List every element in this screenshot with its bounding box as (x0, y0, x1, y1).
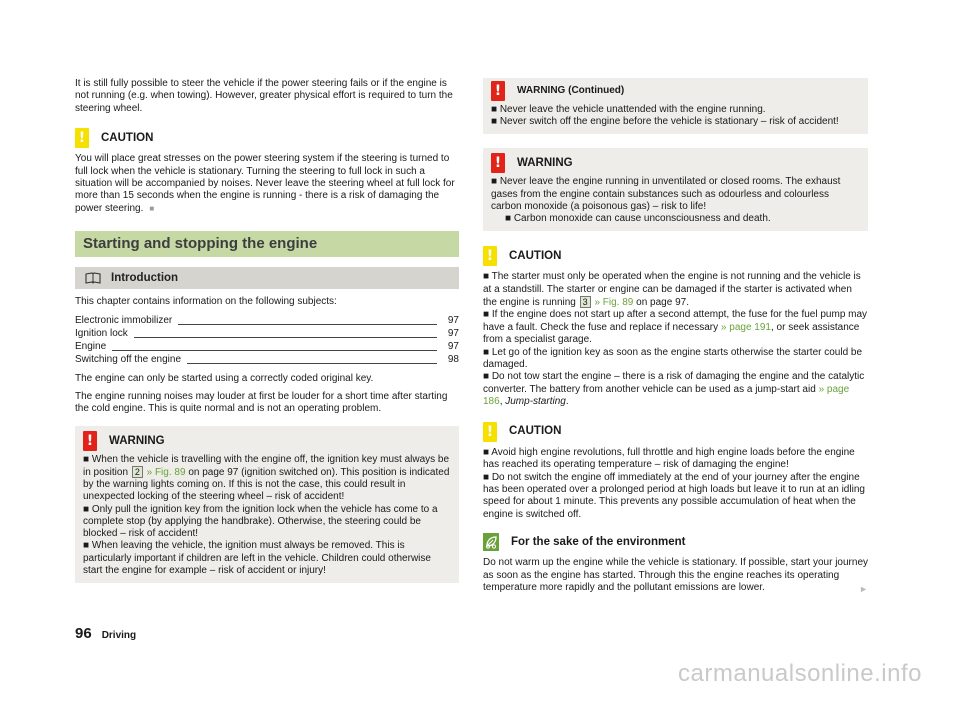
environment-note (483, 531, 868, 594)
page-link[interactable]: » page 191 (720, 321, 771, 333)
warning-title: WARNING (109, 434, 165, 447)
caution-item: ■ The starter must only be operated when the engine is not running and the vehicle is at a standstill. The starter or engine can be damaged if the starter is activated when the engine is running 3 » Fig. 89 on page 97. (483, 271, 861, 309)
caution-power-steering (75, 127, 459, 215)
caution-icon: ! (75, 128, 89, 148)
warning-subitem: ■ Carbon monoxide can cause unconsciousness and death. (505, 213, 771, 225)
caution-title: CAUTION (509, 425, 562, 438)
page-number: 96 (75, 625, 92, 642)
warning-continued-title: WARNING (Continued) (517, 84, 625, 96)
environment-title: For the sake of the environment (511, 535, 686, 548)
figure-link[interactable]: » Fig. 89 (146, 467, 186, 479)
warning-icon: ! (83, 431, 97, 451)
warning-icon: ! (491, 81, 505, 101)
engine-noise-paragraph: The engine running noises may louder at first be louder for a short time after starting the cold engine. This is quite normal and is not an operating problem. (75, 391, 448, 415)
table-of-contents (75, 315, 459, 367)
chapter-info: This chapter contains information on the following subjects: (75, 296, 337, 308)
warning-exhaust-box (483, 148, 868, 231)
page-link[interactable]: » page 186 (483, 383, 850, 408)
caution-item: ■ If the engine does not start up after a second attempt, the fuse for the fuel pump may have a fault. Check the fuse and replace if necessary » page 191, or seek assistance from a specialist garage. (483, 309, 868, 346)
left-column (75, 78, 459, 597)
caution-icon: ! (483, 422, 497, 442)
warning-item: ■ Never leave the engine running in unventilated or closed rooms. The exhaust gases from the engine contain substances such as odourless and colourless carbon monoxide (a poisonous gas) – risk to life! (491, 176, 841, 212)
toc-item[interactable]: Ignition lock 97 (75, 328, 459, 340)
end-mark-icon: ■ (149, 203, 155, 213)
warning-item: ■ When leaving the vehicle, the ignition must always be removed. This is particularly important if children are left in the vehicle. Children could otherwise start the engine for example – risk of accident or injury! (83, 540, 431, 576)
caution-title: CAUTION (101, 132, 154, 145)
warning-item: ■ When the vehicle is travelling with the engine off, the ignition key must always be in position 2 » Fig. 89 on page 97 (ignition switched on). This position is indicated by the warning lights coming on. If this is not the case, this could result in unexpected locking of the steering wheel – risk of accident! (83, 453, 450, 503)
coded-key-paragraph: The engine can only be started using a correctly coded original key. (75, 372, 374, 384)
caution-item: ■ Avoid high engine revolutions, full throttle and high engine loads before the engine has reached its operating temperature – risk of damaging the engine! (483, 446, 855, 471)
toc-item[interactable]: Engine 97 (75, 341, 459, 353)
position-marker: 2 (132, 466, 143, 478)
warning-continued-box (483, 78, 868, 134)
warning-item: ■ Never switch off the engine before the vehicle is stationary – risk of accident! (491, 116, 839, 128)
continue-arrow-icon: ► (859, 583, 868, 594)
steering-intro-paragraph: It is still fully possible to steer the vehicle if the power steering fails or if the engine is not running (e.g. when towing). However, greater physical effort is required to turn the steering wheel. (75, 78, 453, 114)
right-column (483, 78, 868, 602)
caution-item: ■ Do not switch the engine off immediately at the end of your journey after the engine has been operated over a prolonged period at high loads but leave it to run at an idling speed for about 1 minute. This prevents any possible accumulation of heat when the engine is switched off. (483, 471, 865, 520)
warning-item: ■ Only pull the ignition key from the ignition lock when the vehicle has come to a complete stop (by applying the handbrake). Otherwise, the steering could be blocked – risk of accident! (83, 503, 438, 540)
warning-icon: ! (491, 153, 505, 173)
book-icon (85, 272, 101, 284)
position-marker: 3 (580, 296, 591, 308)
page-footer (75, 625, 137, 642)
toc-item[interactable]: Switching off the engine 98 (75, 354, 459, 366)
caution-text: You will place great stresses on the power steering system if the steering is turned to full lock when the vehicle is stationary. Turning the steering to full lock in such a situation will be accompanied by noises. Never leave the steering wheel at full lock for more than 15 seconds when the engine is running - there is a risk of damaging the power steering. ■ (75, 153, 455, 214)
toc-item[interactable]: Electronic immobilizer 97 (75, 315, 459, 327)
warning-box (75, 426, 459, 583)
environment-icon (483, 533, 499, 551)
caution-engine-load (483, 421, 868, 521)
caution-icon: ! (483, 246, 497, 266)
introduction-heading: Introduction (75, 267, 459, 289)
caution-title: CAUTION (509, 250, 562, 263)
section-heading: Starting and stopping the engine (75, 231, 459, 257)
caution-item: ■ Let go of the ignition key as soon as the engine starts otherwise the starter could be damaged. (483, 346, 863, 371)
caution-starter (483, 245, 868, 408)
footer-section: Driving (101, 630, 137, 641)
environment-text: Do not warm up the engine while the vehicle is stationary. If possible, start your journey as soon as the engine has started. Through this the engine reaches its operating temperature more rapidly and the pollutant emissions are lower. ► (483, 557, 869, 594)
caution-item: ■ Do not tow start the engine – there is a risk of damaging the engine and the catalytic converter. The battery from another vehicle can be used as a jump-start aid » page 186, Jump-starting. (483, 371, 865, 408)
warning-item: ■ Never leave the vehicle unattended with the engine running. (491, 104, 766, 115)
warning-title: WARNING (517, 157, 573, 170)
watermark: carmanualsonline.info (678, 660, 922, 687)
figure-link[interactable]: » Fig. 89 (594, 297, 634, 309)
